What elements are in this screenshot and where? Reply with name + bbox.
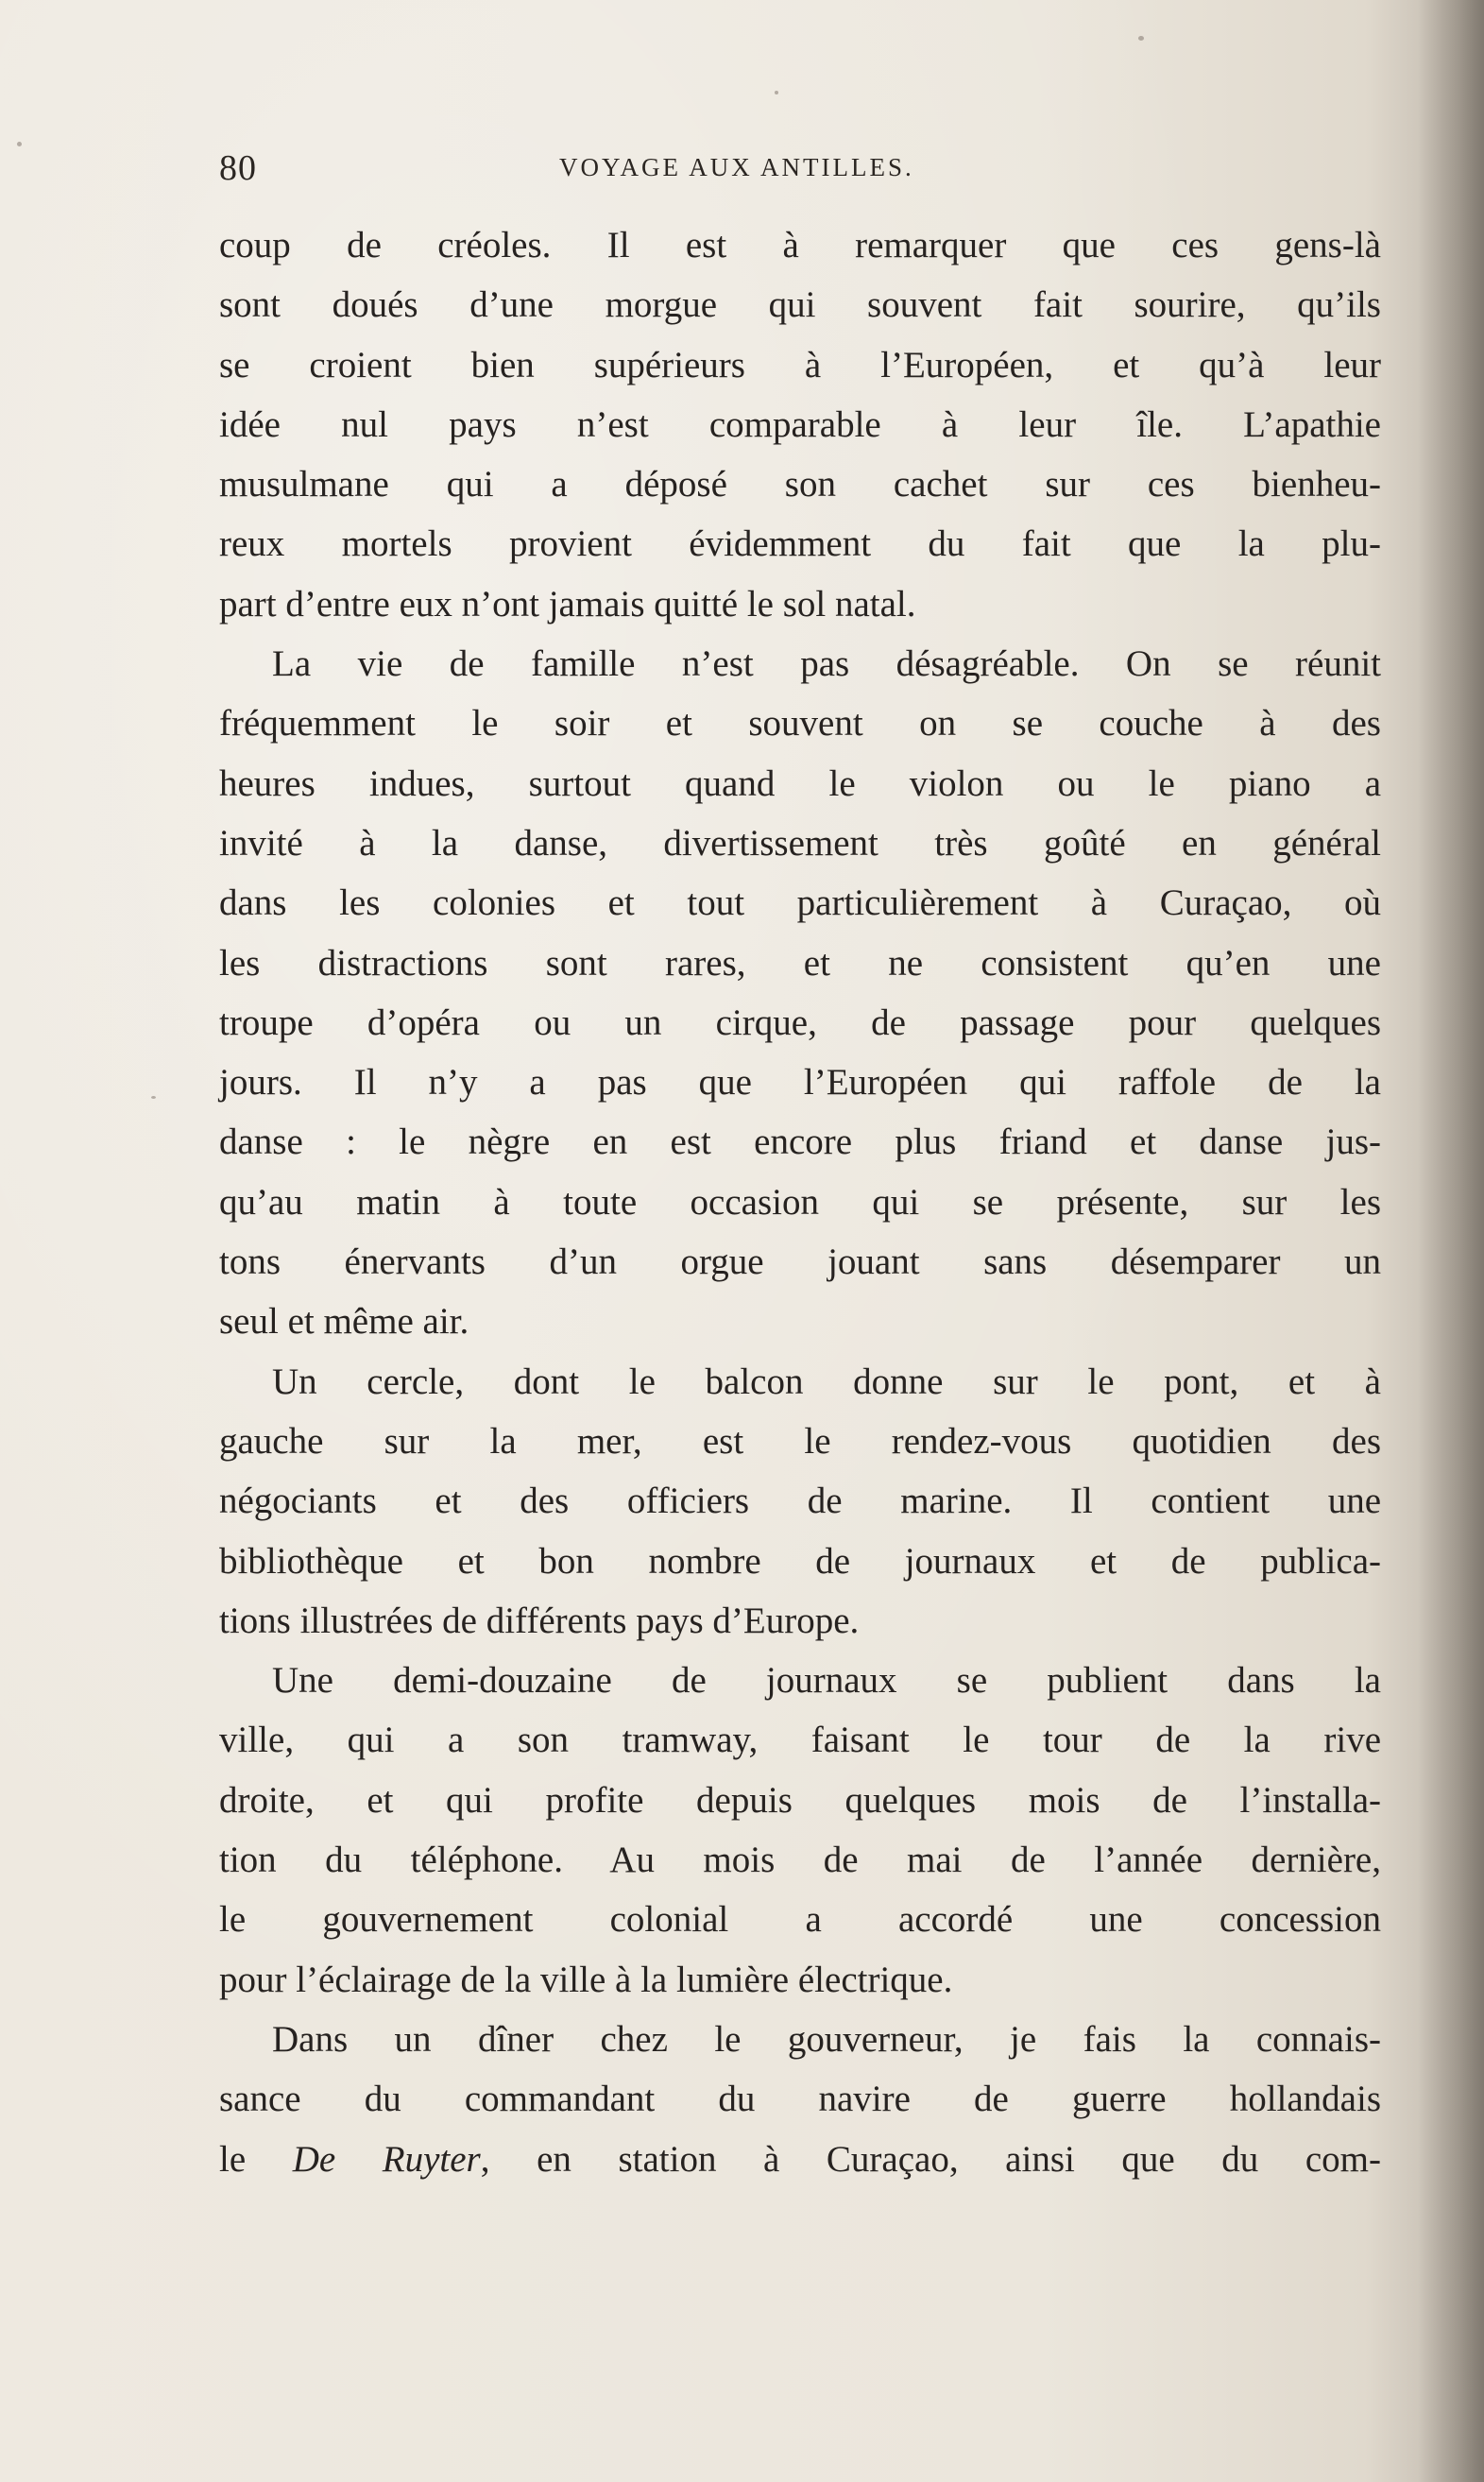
- text-line: Dans un dîner chez le gouverneur, je fais la connais-: [272, 2018, 1381, 2060]
- text-line-last: [219, 2130, 1381, 2189]
- text-line: part d’entre eux n’ont jamais quitté le sol natal.: [219, 583, 916, 625]
- text-line: heures indues, surtout quand le violon ou le piano a: [219, 762, 1381, 804]
- page-number: 80: [219, 148, 257, 188]
- text-line: Une demi-douzaine de journaux se publient dans la: [272, 1660, 1381, 1702]
- text-line: fréquemment le soir et souvent on se couche à des: [219, 703, 1381, 745]
- text-line: bibliothèque et bon nombre de journaux et de publica-: [219, 1540, 1381, 1582]
- paper-speck: [1138, 36, 1144, 41]
- text-line: le gouvernement colonial a accordé une concession: [219, 1899, 1381, 1941]
- text-line: les distractions sont rares, et ne consistent qu’en une: [219, 942, 1381, 984]
- text-line: Un cercle, dont le balcon donne sur le pont, et à: [272, 1361, 1381, 1402]
- running-title: VOYAGE AUX ANTILLES.: [559, 153, 914, 181]
- paper-speck: [17, 142, 22, 146]
- text-line: négociants et des officiers de marine. Il contient une: [219, 1481, 1381, 1522]
- text-line: La vie de famille n’est pas désagréable. On se réunit: [272, 643, 1381, 685]
- body-text: [219, 215, 1381, 2189]
- paper-speck: [151, 1096, 156, 1099]
- text-line: idée nul pays n’est comparable à leur île. L’apathie: [219, 403, 1381, 445]
- text-line: droite, et qui profite depuis quelques mois de l’installa-: [219, 1779, 1381, 1821]
- text-fragment: le: [219, 2138, 293, 2180]
- text-line: pour l’éclairage de la ville à la lumière électrique.: [219, 1959, 953, 2000]
- text-line: coup de créoles. Il est à remarquer que ces gens-là: [219, 225, 1381, 265]
- text-line: tions illustrées de différents pays d’Europe.: [219, 1600, 860, 1641]
- text-line: danse : le nègre en est encore plus friand et danse jus-: [219, 1121, 1381, 1163]
- running-header: [219, 147, 1032, 195]
- text-line: musulmane qui a déposé son cachet sur ces bienheu-: [219, 464, 1381, 505]
- text-line: dans les colonies et tout particulièrement à Curaçao, où: [219, 882, 1381, 924]
- text-line: tons énervants d’un orgue jouant sans désemparer un: [219, 1241, 1381, 1283]
- text-line: sont doués d’une morgue qui souvent fait sourire, qu’ils: [219, 284, 1381, 326]
- text-line: tion du téléphone. Au mois de mai de l’année dernière,: [219, 1840, 1381, 1881]
- binding-shadow: [1418, 0, 1484, 2482]
- text-line: se croient bien supérieurs à l’Européen, et qu’à leur: [219, 344, 1381, 385]
- text-line: troupe d’opéra ou un cirque, de passage pour quelques: [219, 1001, 1381, 1043]
- ship-name-italic: De Ruyter: [292, 2138, 481, 2180]
- text-line: seul et même air.: [219, 1301, 469, 1343]
- paper-speck: [775, 91, 778, 94]
- text-line: jours. Il n’y a pas que l’Européen qui raffole de la: [219, 1062, 1381, 1104]
- text-line: reux mortels provient évidemment du fait que la plu-: [219, 523, 1381, 565]
- text-fragment: , en station à Curaçao, ainsi que du com-: [480, 2138, 1381, 2180]
- text-line: invité à la danse, divertissement très goûté en général: [219, 822, 1381, 864]
- text-line: qu’au matin à toute occasion qui se présente, sur les: [219, 1181, 1381, 1223]
- text-line: sance du commandant du navire de guerre hollandais: [219, 2079, 1381, 2120]
- text-line: ville, qui a son tramway, faisant le tour de la rive: [219, 1720, 1381, 1761]
- text-line: gauche sur la mer, est le rendez-vous quotidien des: [219, 1420, 1381, 1462]
